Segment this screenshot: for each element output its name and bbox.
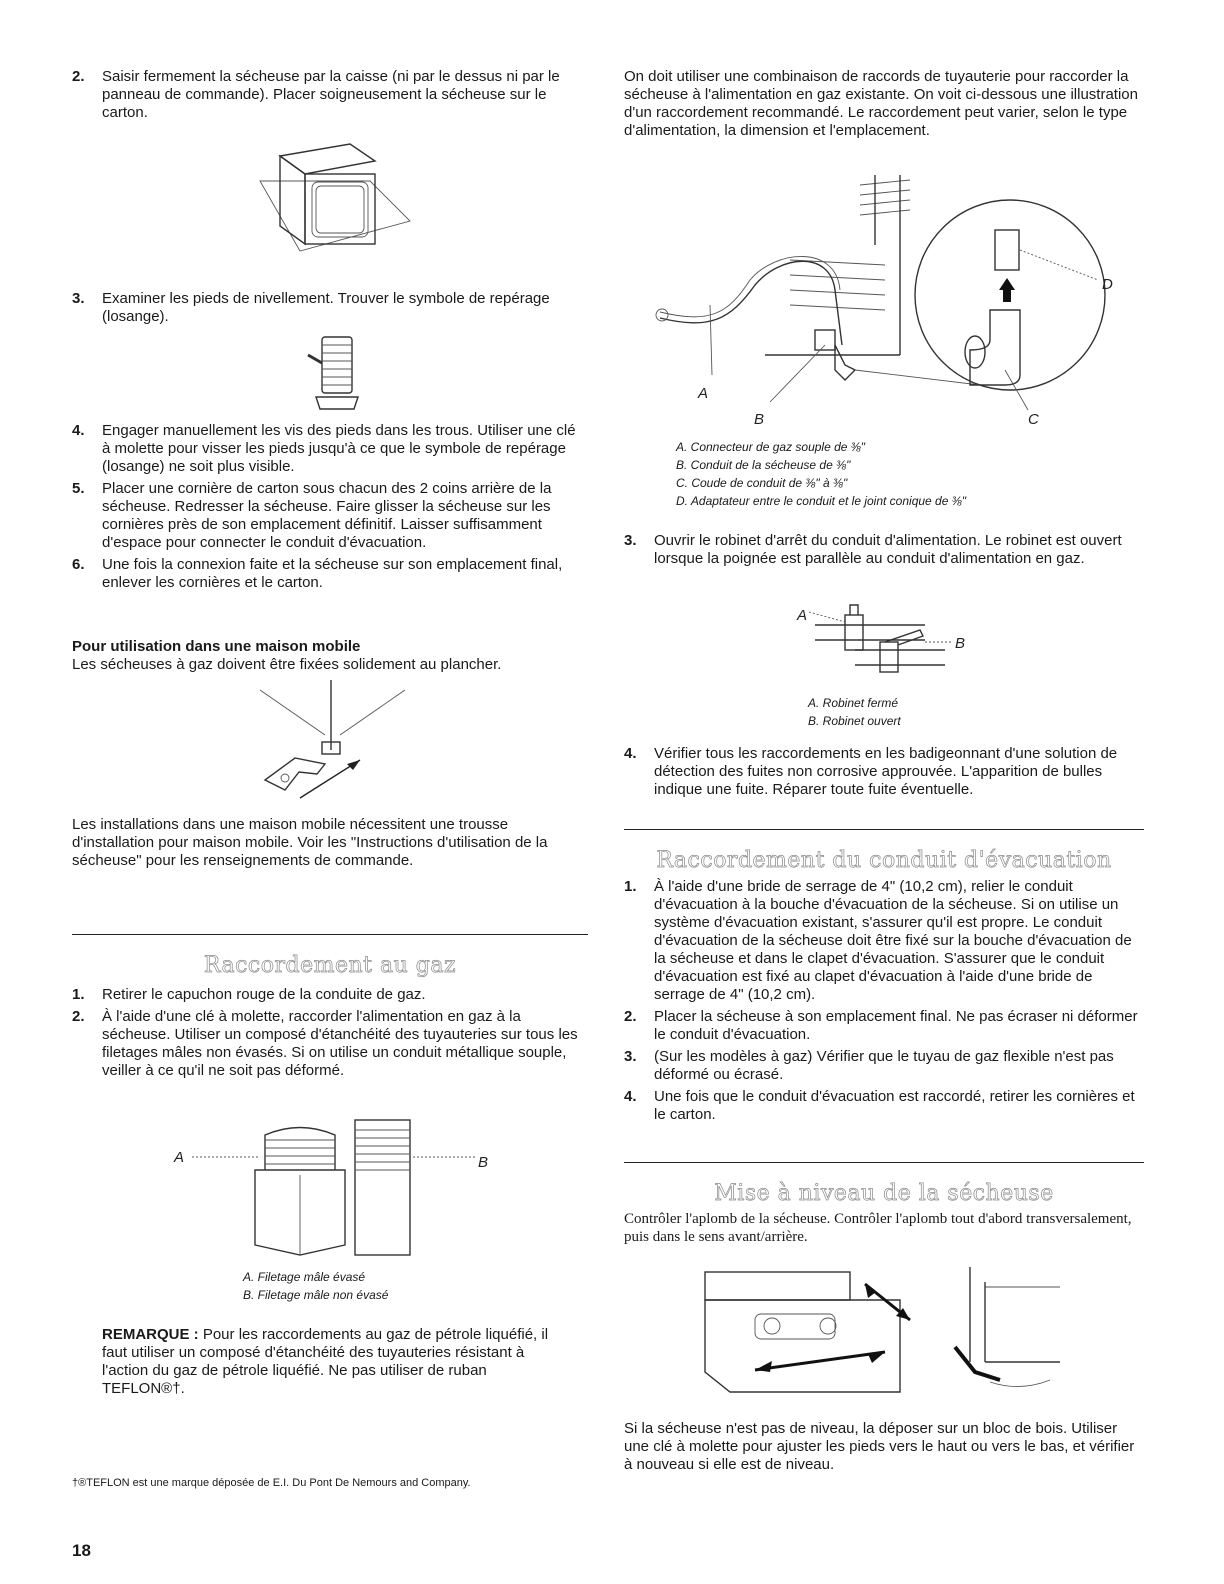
step-text: Saisir fermement la sécheuse par la caisse (ni par le dessus ni par le panneau de commande). Placer soigneusement la sécheuse sur le carton. [102,68,560,121]
label-a: A [797,607,808,624]
step-text: À l'aide d'une bride de serrage de 4" (10,2 cm), relier le conduit d'évacuation à la bouche d'évacuation de la sécheuse. Si on utilise un système d'évacuation existant, s'assurer qu'il est propre. Le conduit d'évacuation de la sécheuse doit être fixé sur la bouche d'évacuation de la sécheuse et dans le clapet d'évacuation. S'assurer que le conduit d'évacuation est fixé au clapet d'évacuation à l'aide d'une bride de serrage de 4" (10,2 cm). [654,878,1132,1003]
step-text: Examiner les pieds de nivellement. Trouver le symbole de repérage (losange). [102,290,550,325]
section-divider [624,829,1144,830]
dryer-on-carton-illustration [250,136,420,256]
label-b: B [478,1154,489,1171]
page-number: 18 [72,1541,91,1560]
step-text: Une fois que le conduit d'évacuation est raccordé, retirer les cornières et le carton. [654,1088,1135,1123]
step-number: 3. [72,290,85,307]
step-text: Vérifier tous les raccordements en les badigeonnant d'une solution de détection des fuites non corrosive approuvée. L'apparition de bulles indique une fuite. Réparer toute fuite éventuelle. [654,745,1118,798]
section-divider [624,1162,1144,1163]
connection-captions [676,438,966,510]
caption-a: A. Filetage mâle évasé [243,1270,366,1284]
label-a: A [698,385,709,402]
step-text: Une fois la connexion faite et la sécheuse sur son emplacement final, enlever les cornières et le carton. [102,556,563,591]
step-3-valve [624,532,1144,568]
step-number: 4. [624,745,637,762]
mobile-home-text: Les sécheuses à gaz doivent être fixées solidement au plancher. [72,656,502,673]
caption-a: A. Robinet fermé [808,696,899,710]
valve-illustration [795,600,970,685]
caption-b: B. Robinet ouvert [808,714,901,728]
leveling-illustration [700,1262,1075,1412]
step-4-leak-check [624,745,1144,799]
gas-connection-title: Raccordement au gaz [203,953,457,978]
floor-bracket-illustration [255,680,415,800]
step-number: 3. [624,1048,637,1065]
caption-b: B. Conduit de la sécheuse de ⅜" [676,458,851,472]
steps-4-6 [72,422,588,592]
step-text: Ouvrir le robinet d'arrêt du conduit d'alimentation. Le robinet est ouvert lorsque la poignée est parallèle au conduit d'alimentation en gaz. [654,532,1122,567]
step-number: 4. [624,1088,637,1105]
step-text: (Sur les modèles à gaz) Vérifier que le tuyau de gaz flexible n'est pas déformé ou écrasé. [654,1048,1114,1083]
section-divider [72,934,588,935]
leveling-leg-illustration [308,335,368,415]
teflon-footnote: †®TEFLON est une marque déposée de E.I. Du Pont De Nemours and Company. [72,1477,471,1489]
exhaust-connection-title: Raccordement du conduit d'évacuation [656,848,1112,873]
step-text: Placer une cornière de carton sous chacun des 2 coins arrière de la sécheuse. Redresser la sécheuse. Faire glisser la sécheuse sur les cornières près de son emplacement définitif. Laisser suffisamment d'espace pour connecter le conduit d'évacuation. [102,480,552,551]
step-text: Placer la sécheuse à son emplacement final. Ne pas écraser ni déformer le conduit d'évacuation. [654,1008,1138,1043]
step-number: 6. [72,556,85,573]
mobile-home-section [72,638,588,674]
label-d: D [1102,276,1113,293]
leveling-text-2: Si la sécheuse n'est pas de niveau, la déposer sur un bloc de bois. Utiliser une clé à molette pour ajuster les pieds vers le haut ou vers le bas, et vérifier à nouveau si elle est de niveau. [624,1420,1135,1473]
step-number: 2. [624,1008,637,1025]
gas-steps [72,986,588,1080]
gas-connection-illustration [650,170,1130,430]
step-text: À l'aide d'une clé à molette, raccorder l'alimentation en gaz à la sécheuse. Utiliser un composé d'étanchéité des tuyauteries sur tous les filetages mâles non évasés. Si on utilise un conduit métallique souple, veiller à ce qu'il ne soit pas déformé. [102,1008,578,1079]
remark-label: REMARQUE : [102,1326,199,1343]
step-number: 4. [72,422,85,439]
label-b: B [754,411,765,428]
step-number: 1. [72,986,85,1003]
leveling-text: Contrôler l'aplomb de la sécheuse. Contrôler l'aplomb tout d'abord transversalement, puis dans le sens avant/arrière. [624,1211,1132,1245]
label-a: A [174,1149,185,1166]
caption-a: A. Connecteur de gaz souple de ⅜" [676,440,866,454]
leveling-intro [624,1210,1144,1246]
remark [102,1326,572,1398]
step-number: 1. [624,878,637,895]
thread-captions [243,1268,388,1304]
step-number: 2. [72,1008,85,1025]
gas-intro [624,68,1144,140]
leveling-title: Mise à niveau de la sécheuse [714,1181,1054,1206]
step-2 [72,68,588,122]
gas-intro-text: On doit utiliser une combinaison de raccords de tuyauterie pour raccorder la sécheuse à l'alimentation en gaz existante. On voit ci-dessous une illustration d'un raccordement recommandé. Le raccordement peut varier, selon le type d'alimentation, la dimension et l'emplacement. [624,68,1138,139]
step-number: 5. [72,480,85,497]
remark-text: Pour les raccordements au gaz de pétrole liquéfié, il faut utiliser un composé d'étanchéité des tuyauteries résistant à l'action du gaz de pétrole liquéfié. Ne pas utiliser de ruban TEFLON®†. [102,1326,549,1397]
caption-c: C. Coude de conduit de ⅜" à ⅜" [676,476,848,490]
step-number: 3. [624,532,637,549]
mobile-home-note [72,816,588,870]
thread-fittings-illustration [170,1115,500,1260]
caption-b: B. Filetage mâle non évasé [243,1288,389,1302]
leveling-note [624,1420,1144,1474]
step-text: Engager manuellement les vis des pieds dans les trous. Utiliser une clé à molette pour visser les pieds jusqu'à ce que le symbole de repérage (losange) ne soit plus visible. [102,422,576,475]
mobile-home-text-2: Les installations dans une maison mobile nécessitent une trousse d'installation pour maison mobile. Voir les "Instructions d'utilisation de la sécheuse" pour les renseignements de commande. [72,816,548,869]
step-text: Retirer le capuchon rouge de la conduite de gaz. [102,986,426,1003]
label-c: C [1028,411,1039,428]
label-b: B [955,635,966,652]
caption-d: D. Adaptateur entre le conduit et le joint conique de ⅜" [676,494,967,508]
valve-captions [808,694,901,730]
step-number: 2. [72,68,85,85]
step-3 [72,290,588,326]
mobile-home-heading: Pour utilisation dans une maison mobile [72,638,361,655]
exhaust-steps [624,878,1144,1124]
